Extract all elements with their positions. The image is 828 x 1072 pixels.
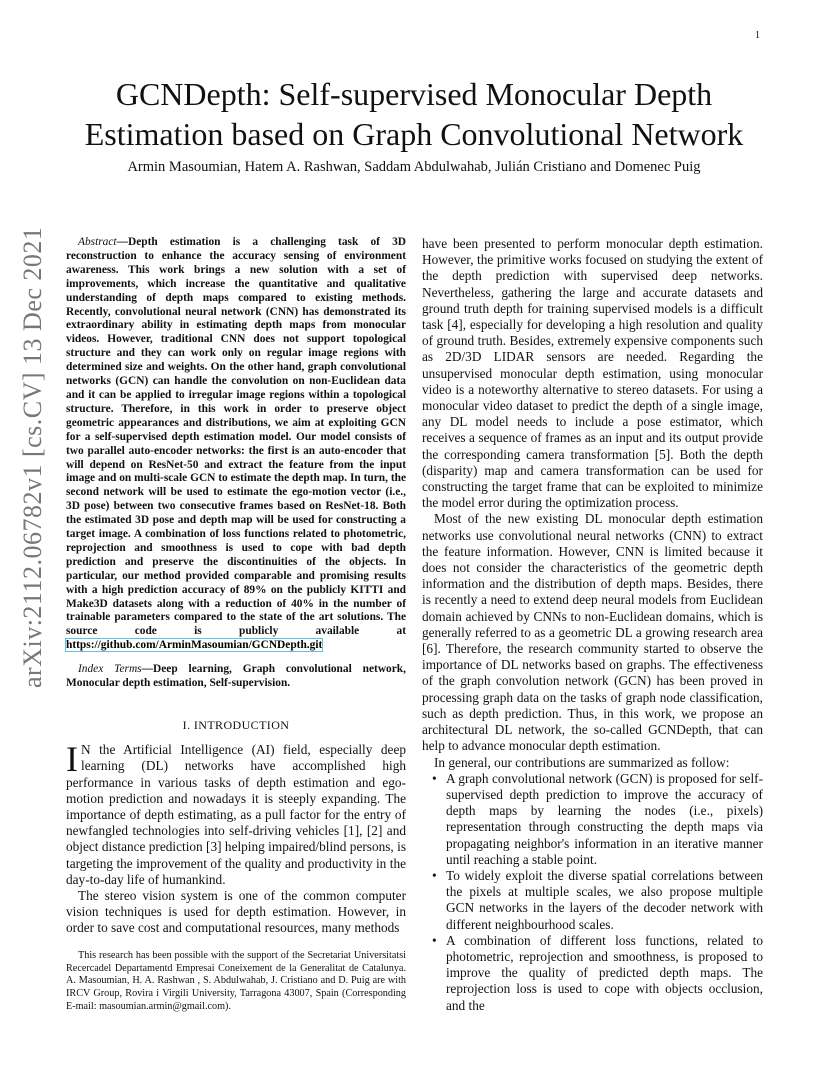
right-paragraph-2: Most of the new existing DL monocular depth estimation networks use convolutional neural networks (CNN) to extract the feature information. However, CNN is limited because it does not consider the characteristics of the geometric depth information and the distribution of depth maps. Besides, there is recently a need to extend deep neural models from Euclidean domain achieved by CNNs to non-Euclidean domains, which is generally referred to as a geometric DL a growing research area [6]. Therefore, the research community started to observe the importance of DL networks based on graphs. The effectiveness of the graph convolution network (GCN) has been proved in processing graph data on the tasks of graph node classification, such as depth prediction. Thus, in this work, we propose an architectural DL network, the so-called GCNDepth, that can help to advance monocular depth estimation. xyxy=(422,511,763,754)
right-column xyxy=(422,236,763,1014)
contributions-list xyxy=(422,771,763,1014)
list-item xyxy=(422,771,763,868)
bullet-icon: • xyxy=(432,770,437,786)
bullet-icon: • xyxy=(432,932,437,948)
index-terms-text: —Deep learning, Graph convolutional network, Monocular depth estimation, Self-supervision. xyxy=(66,663,406,690)
index-terms-lead: Index Terms xyxy=(78,663,142,676)
bullet-icon: • xyxy=(432,867,437,883)
list-item-text: A combination of different loss functions, related to photometric, reprojection and smoothness, is proposed to improve the quality of predicted depth maps. The reprojection loss is used to cope with objects occlusion, and the xyxy=(446,932,763,1013)
right-paragraph-1: have been presented to perform monocular depth estimation. However, the primitive works focused on studying the extent of the depth prediction with supervised deep networks. Nevertheless, gathering the large and accurate datasets and ground truth depth for training supervised models is a difficult task [4], especially for developing a high resolution and quality of ground truth. Besides, extremely expensive components such as 2D/3D LIDAR sensors are needed. Regarding the unsupervised monocular depth estimation, using monocular video is a noteworthy alternative to stereo datasets. For using a monocular video dataset to predict the depth of a single image, any DL model needs to include a pose estimator, which receives a sequence of frames as an input and its output provide the corresponding camera transformation [5]. Both the depth (disparity) map and camera transformation can be used for constructing the target frame that can be exploited to minimize the model error during the optimization process. xyxy=(422,236,763,511)
intro-paragraph-2: The stereo vision system is one of the common computer vision techniques is used for depth estimation. However, in order to save cost and computational resources, many methods xyxy=(66,888,406,936)
intro-paragraph-1 xyxy=(66,739,406,888)
drop-cap: I xyxy=(66,739,78,780)
abstract-lead: Abstract xyxy=(78,236,117,248)
intro-paragraph-1-text: N the Artificial Intelligence (AI) field, especially deep learning (DL) networks have accomplished high performance in various tasks of depth estimation and ego-motion prediction and nowadays it is steeply expanding. The importance of depth estimating, as a pull factor for the entry of newfangled technologies into self-driving vehicles [1], [2] and object distance prediction [3] helping impaired/blind persons, is targeting the improvement of the quality and productivity in the day-to-day life of humankind. xyxy=(66,742,406,887)
source-code-link[interactable]: https://github.com/ArminMasoumian/GCNDepth.git xyxy=(66,639,323,652)
arxiv-identifier-stamp: arXiv:2112.06782v1 [cs.CV] 13 Dec 2021 xyxy=(18,226,47,688)
paper-title: GCNDepth: Self-supervised Monocular Depth Estimation based on Graph Convolutional Network xyxy=(84,76,744,152)
left-column xyxy=(66,236,406,937)
list-item-text: A graph convolutional network (GCN) is proposed for self-supervised depth prediction to improve the accuracy of depth maps by learning the nodes (i.e., pixels) representation through constructing the depth maps via propagating neighbor's information in an iterative manner until reaching a stable point. xyxy=(446,770,763,867)
author-list: Armin Masoumian, Hatem A. Rashwan, Saddam Abdulwahab, Julián Cristiano and Domenec Puig xyxy=(127,159,701,175)
list-item xyxy=(422,868,763,933)
footnote: This research has been possible with the support of the Secretariat Universitatsi Recercadel Departamentd Empresai Coneixement de la Generalitat de Catalunya. A. Masoumian, H. A. Rashwan , S. Abdulwahab, J. Cristiano and D. Puig are with IRCV Group, Rovira i Virgili University, Tarragona 43007, Spain (Corresponding E-mail: masoumian.armin@gmail.com). xyxy=(66,950,406,1012)
contributions-intro: In general, our contributions are summarized as follow: xyxy=(434,754,730,770)
abstract-text: —Depth estimation is a challenging task of 3D reconstruction to enhance the accuracy sensing of environment awareness. This work brings a new solution with a set of improvements, which increase the quantitative and qualitative understanding of depth maps compared to existing methods. Recently, convolutional neural network (CNN) has demonstrated its extraordinary ability in estimating depth maps from monocular videos. However, traditional CNN does not support topological structure and they can work only on regular image regions with determined size and weights. On the other hand, graph convolutional networks (GCN) can handle the convolution on non-Euclidean data and it can be applied to irregular image regions within a topological structure. Therefore, in this work in order to preserve object geometric appearances and distributions, we aim at exploiting GCN for a self-supervised depth estimation model. Our model consists of two parallel auto-encoder networks: the first is an auto-encoder that will depend on ResNet-50 and extract the feature from the input image and on multi-scale GCN to estimate the depth map. In turn, the second network will be used to estimate the ego-motion vector (i.e., 3D pose) between two consecutive frames based on ResNet-18. Both the estimated 3D pose and depth map will be used for constructing a target image. A combination of loss functions related to photometric, reprojection and smoothness is used to cope with bad depth prediction and preserve the discontinuities of the objects. In particular, our method provided comparable and promising results with a high prediction accuracy of 89% on the publicly KITTI and Make3D datasets along with a reduction of 40% in the number of trainable parameters compared to the state of the art solutions. The source code is publicly available at xyxy=(66,236,406,638)
index-terms xyxy=(66,663,406,691)
list-item xyxy=(422,933,763,1014)
abstract xyxy=(66,236,406,653)
section-heading-introduction: I. INTRODUCTION xyxy=(182,718,290,732)
page-number: 1 xyxy=(755,30,760,41)
list-item-text: To widely exploit the diverse spatial correlations between the pixels at multiple scales, we also propose multiple GCN networks in the layers of the decoder network with different neighbourhood scales. xyxy=(446,867,763,932)
